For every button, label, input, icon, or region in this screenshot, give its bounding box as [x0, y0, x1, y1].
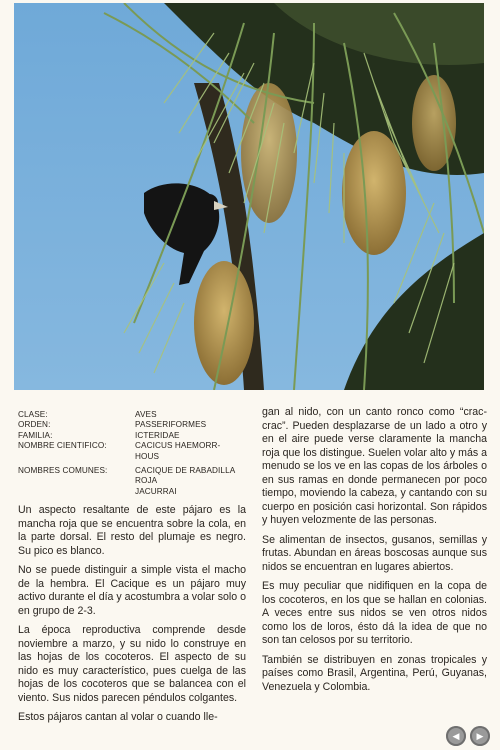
taxonomy-value: PASSERIFORMES — [135, 420, 207, 430]
taxonomy-row-familia — [18, 431, 250, 441]
paragraph: Es muy peculiar que nidifiquen en la copa de los cocoteros, en los que se hallan en colonias. A veces entre sus nidos se ven otros nidos como los de loros, ésto dá la idea de que no son tan celosos por su territorio. — [262, 580, 487, 646]
taxonomy-value: JACURRAI — [135, 486, 177, 496]
left-text-column — [18, 504, 246, 731]
taxonomy-value: AVES — [135, 410, 157, 419]
taxonomy-value: CACIQUE DE RABADILLA — [135, 466, 236, 476]
paragraph: La época reproductiva comprende desde noviembre a marzo, y su nido lo construye en las hojas de los cocoteros. El aspecto de su nido es muy característico, pues cuelga de las hojas de los cocoteros que se balancea con el viento. Sus nidos parecen péndulos colgantes. — [18, 624, 246, 704]
taxonomy-label: ORDEN: — [18, 420, 51, 430]
taxonomy-label: NOMBRES COMUNES: — [18, 466, 108, 476]
taxonomy-table — [18, 410, 250, 497]
paragraph: Un aspecto resaltante de este pájaro es la mancha roja que se encuentra sobre la cola, en la parte dorsal. El resto del plumaje es negro. Su pico es blanco. — [18, 504, 246, 557]
arrow-left-icon[interactable]: ◀ — [446, 726, 466, 746]
paragraph: Estos pájaros cantan al volar o cuando lle- — [18, 711, 218, 723]
taxonomy-value: CACICUS HAEMORR- — [135, 441, 221, 451]
paragraph: También se distribuyen en zonas tropicales y países como Brasil, Argentina, Perú, Guyanas, Venezuela y Colombia. — [262, 653, 487, 693]
taxonomy-label: NOMBRE CIENTIFICO: — [18, 441, 107, 451]
taxonomy-label: CLASE: — [18, 410, 48, 419]
taxonomy-row-clase — [18, 410, 250, 420]
taxonomy-value: ICTERIDAE — [135, 430, 180, 440]
arrow-right-icon[interactable]: ▶ — [470, 726, 490, 746]
taxonomy-value: ROJA — [135, 476, 158, 486]
taxonomy-value: HOUS — [135, 451, 160, 461]
taxonomy-label: FAMILIA: — [18, 430, 53, 440]
paragraph: gan al nido, con un canto ronco como “crac-crac”. Pueden desplazarse de un lado a otro y en el aire puede verse claramente la mancha roja que los distingue. Suelen volar alto y más a menudo se los ve en las copas de los árboles o en sus ramas en donde permanecen por poco tiempo, moviendo la cabeza, y cantando con su cuerpo en posición casi horizontal. Son rápidos y huyen velozmente de las personas. — [262, 406, 487, 526]
taxonomy-row-cientifico — [18, 441, 250, 451]
paragraph: Se alimentan de insectos, gusanos, semillas y frutas. Abundan en áreas boscosas aunque sus nidos se encuentran en lugares abiertos. — [262, 533, 487, 573]
taxonomy-row-cientifico-cont — [18, 452, 250, 462]
taxonomy-row-comunes-cont — [18, 476, 250, 486]
taxonomy-row-orden — [18, 420, 250, 430]
page-navigation — [446, 726, 490, 746]
taxonomy-row-comunes — [18, 466, 250, 476]
right-text-column — [262, 406, 487, 700]
cacique-bird-photo — [14, 3, 484, 390]
taxonomy-row-comunes-cont — [18, 487, 250, 497]
paragraph: No se puede distinguir a simple vista el macho de la hembra. El Cacique es un pájaro muy activo durante el día y acostumbra a volar solo o en grupo de 2-3. — [18, 564, 246, 617]
